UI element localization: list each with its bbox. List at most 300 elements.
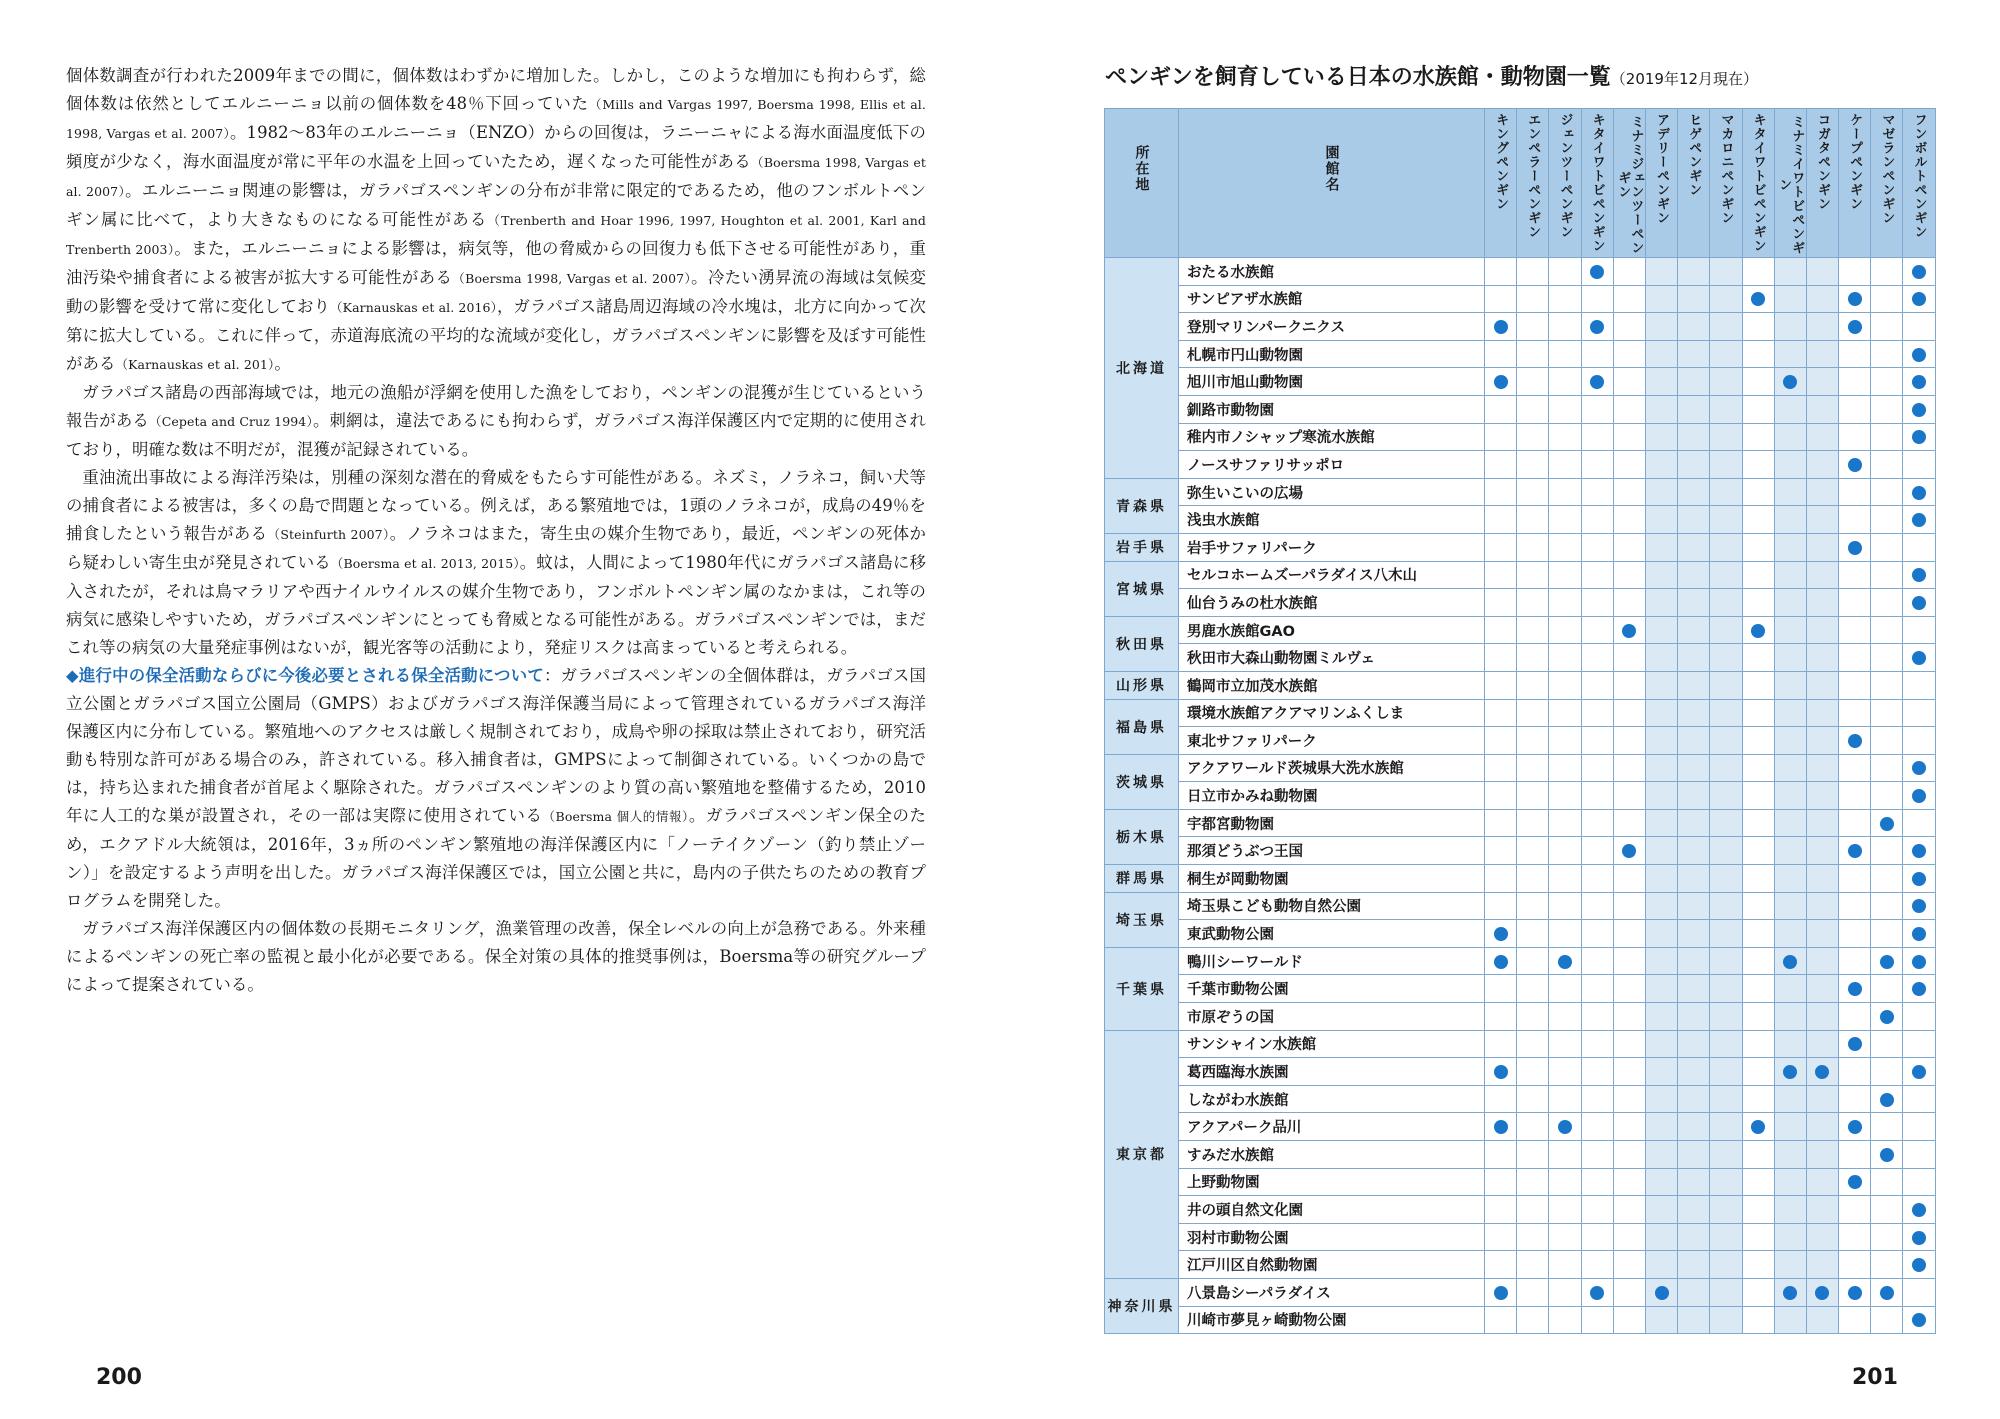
species-cell — [1871, 865, 1903, 893]
dot-mark — [1912, 265, 1926, 279]
species-cell — [1710, 285, 1742, 313]
species-cell — [1517, 368, 1549, 396]
facility-name: 釧路市動物園 — [1179, 395, 1485, 423]
species-cell — [1485, 782, 1517, 810]
species-cell — [1806, 616, 1838, 644]
species-cell — [1710, 561, 1742, 589]
species-cell — [1742, 671, 1774, 699]
citation: （Boersma et al. 2013, 2015） — [330, 556, 520, 571]
species-cell — [1871, 1196, 1903, 1224]
species-cell — [1645, 1196, 1677, 1224]
species-cell — [1549, 1085, 1581, 1113]
species-cell — [1645, 1168, 1677, 1196]
facility-name: 日立市かみね動物園 — [1179, 782, 1485, 810]
species-cell — [1806, 1223, 1838, 1251]
species-cell — [1774, 1251, 1806, 1279]
citation: （Karnauskas et al. 2016） — [330, 300, 497, 315]
species-cell — [1517, 561, 1549, 589]
species-cell — [1903, 754, 1935, 782]
species-cell — [1581, 1113, 1613, 1141]
species-cell — [1710, 589, 1742, 617]
dot-mark — [1912, 899, 1926, 913]
species-cell — [1903, 1278, 1935, 1306]
species-cell — [1839, 616, 1871, 644]
species-cell — [1678, 1306, 1710, 1334]
species-cell — [1903, 616, 1935, 644]
species-cell — [1806, 1278, 1838, 1306]
species-cell — [1581, 699, 1613, 727]
species-cell — [1549, 1003, 1581, 1031]
dot-mark — [1783, 375, 1797, 389]
species-cell — [1613, 589, 1645, 617]
species-cell — [1517, 920, 1549, 948]
species-cell — [1742, 727, 1774, 755]
species-cell — [1517, 809, 1549, 837]
paragraph-text: 重油流出事故による海洋汚染は，別種の深刻な潜在的脅威をもたらす可能性がある。ネズミ，ノラネコ，飼い犬等の捕食者による被害は，多くの島で問題となっている。例えば，ある繁殖地では，1頭のノラネコが，成鳥の49％を捕食したという報告がある — [66, 468, 926, 543]
species-cell — [1549, 671, 1581, 699]
species-cell — [1903, 451, 1935, 479]
species-cell — [1485, 920, 1517, 948]
species-cell — [1678, 1168, 1710, 1196]
dot-mark — [1751, 1120, 1765, 1134]
species-cell — [1485, 947, 1517, 975]
species-cell — [1678, 892, 1710, 920]
species-cell — [1871, 975, 1903, 1003]
species-cell — [1871, 561, 1903, 589]
species-cell — [1710, 892, 1742, 920]
dot-mark — [1880, 1093, 1894, 1107]
species-cell — [1549, 340, 1581, 368]
species-cell — [1871, 727, 1903, 755]
species-cell — [1710, 1251, 1742, 1279]
table-row — [1105, 865, 1936, 893]
facility-name: 環境水族館アクアマリンふくしま — [1179, 699, 1485, 727]
species-cell — [1549, 837, 1581, 865]
species-cell — [1517, 451, 1549, 479]
species-cell — [1613, 533, 1645, 561]
body-paragraph — [66, 379, 926, 464]
facility-name: 江戸川区自然動物園 — [1179, 1251, 1485, 1279]
species-cell — [1581, 975, 1613, 1003]
species-cell — [1871, 1223, 1903, 1251]
species-cell — [1645, 1003, 1677, 1031]
species-cell — [1645, 423, 1677, 451]
species-cell — [1549, 1141, 1581, 1169]
dot-mark — [1848, 844, 1862, 858]
table-row — [1105, 920, 1936, 948]
prefecture-cell: 群馬県 — [1105, 865, 1179, 893]
table-row — [1105, 727, 1936, 755]
species-cell — [1549, 920, 1581, 948]
species-cell — [1710, 782, 1742, 810]
species-cell — [1774, 947, 1806, 975]
species-cell — [1678, 1196, 1710, 1224]
species-cell — [1645, 1113, 1677, 1141]
paragraph-text: 。蚊は，人間によって1980年代にガラパゴス諸島に移入されたが，それは鳥マラリアや西ナイルウイルスの媒介生物であり，フンボルトペンギン属のなかまは，これ等の病気に感染しやすいため，ガラパゴスペンギンにとっても脅威となる可能性がある。ガラパゴスペンギンでは，まだこれ等の病気の大量発症事例はないが，観光客等の活動により，発症リスクは高まっていると考えられる。 — [66, 553, 926, 657]
species-cell — [1517, 423, 1549, 451]
species-cell — [1742, 1196, 1774, 1224]
species-cell — [1806, 671, 1838, 699]
species-cell — [1742, 865, 1774, 893]
facility-name: 那須どうぶつ王国 — [1179, 837, 1485, 865]
facility-name: 仙台うみの杜水族館 — [1179, 589, 1485, 617]
species-cell — [1485, 616, 1517, 644]
dot-mark — [1494, 927, 1508, 941]
species-cell — [1613, 313, 1645, 341]
species-cell — [1645, 727, 1677, 755]
species-cell — [1806, 865, 1838, 893]
species-cell — [1774, 451, 1806, 479]
species-cell — [1613, 727, 1645, 755]
species-cell — [1485, 1058, 1517, 1086]
species-cell — [1517, 1251, 1549, 1279]
species-cell — [1678, 1141, 1710, 1169]
species-cell — [1613, 616, 1645, 644]
paragraph-text: 。1982〜83年のエルニーニョ（ENZO）からの回復は，ラニーニャによる海水面温度低下の頻度が少なく，海水面温度が常に平年の水温を上回っていたため，遅くなった可能性がある — [66, 123, 927, 171]
species-cell — [1774, 1141, 1806, 1169]
body-paragraph — [66, 915, 926, 999]
species-cell — [1581, 1085, 1613, 1113]
species-cell — [1774, 589, 1806, 617]
species-cell — [1549, 451, 1581, 479]
species-cell — [1485, 1223, 1517, 1251]
species-cell — [1645, 478, 1677, 506]
prefecture-cell: 山形県 — [1105, 671, 1179, 699]
species-cell — [1613, 285, 1645, 313]
species-cell — [1806, 533, 1838, 561]
left-page-body — [66, 62, 926, 999]
table-row — [1105, 1113, 1936, 1141]
species-cell — [1871, 423, 1903, 451]
species-cell — [1839, 1168, 1871, 1196]
species-cell — [1710, 1113, 1742, 1141]
species-cell — [1742, 533, 1774, 561]
table-row — [1105, 837, 1936, 865]
species-cell — [1549, 1278, 1581, 1306]
species-cell — [1774, 1168, 1806, 1196]
dot-mark — [1912, 348, 1926, 362]
species-cell — [1549, 865, 1581, 893]
species-cell — [1903, 865, 1935, 893]
species-cell — [1549, 754, 1581, 782]
species-cell — [1517, 1168, 1549, 1196]
species-cell — [1871, 258, 1903, 286]
header-species: キタイワトビペンギン — [1581, 109, 1613, 258]
species-cell — [1581, 727, 1613, 755]
species-cell — [1549, 561, 1581, 589]
species-cell — [1581, 313, 1613, 341]
citation: （Karnauskas et al. 201） — [115, 357, 275, 372]
species-cell — [1839, 727, 1871, 755]
table-row — [1105, 340, 1936, 368]
species-cell — [1742, 285, 1774, 313]
species-cell — [1613, 920, 1645, 948]
species-cell — [1678, 478, 1710, 506]
species-cell — [1581, 285, 1613, 313]
species-cell — [1581, 616, 1613, 644]
species-cell — [1806, 451, 1838, 479]
paragraph-text: 。刺網は，違法であるにも拘わらず，ガラパゴス海洋保護区内で定期的に使用されており，明確な数は不明だが，混獲が記録されている。 — [66, 411, 927, 459]
species-cell — [1678, 340, 1710, 368]
species-cell — [1613, 478, 1645, 506]
species-cell — [1517, 340, 1549, 368]
species-cell — [1581, 1223, 1613, 1251]
species-cell — [1549, 809, 1581, 837]
page-number-left: 200 — [96, 1365, 142, 1390]
species-cell — [1581, 533, 1613, 561]
species-cell — [1871, 947, 1903, 975]
species-cell — [1613, 451, 1645, 479]
species-cell — [1710, 975, 1742, 1003]
species-cell — [1903, 975, 1935, 1003]
species-cell — [1645, 1251, 1677, 1279]
species-cell — [1742, 782, 1774, 810]
species-cell — [1806, 1113, 1838, 1141]
species-cell — [1549, 478, 1581, 506]
species-cell — [1581, 423, 1613, 451]
species-cell — [1581, 1196, 1613, 1224]
species-cell — [1710, 809, 1742, 837]
species-cell — [1710, 1058, 1742, 1086]
species-cell — [1774, 368, 1806, 396]
species-cell — [1839, 1278, 1871, 1306]
species-cell — [1710, 258, 1742, 286]
species-cell — [1903, 506, 1935, 534]
species-cell — [1613, 1141, 1645, 1169]
species-cell — [1645, 506, 1677, 534]
table-row — [1105, 1196, 1936, 1224]
species-cell — [1710, 1306, 1742, 1334]
species-cell — [1903, 920, 1935, 948]
dot-mark — [1912, 403, 1926, 417]
dot-mark — [1912, 761, 1926, 775]
species-cell — [1678, 1223, 1710, 1251]
dot-mark — [1494, 1286, 1508, 1300]
species-cell — [1742, 1085, 1774, 1113]
facility-name: 八景島シーパラダイス — [1179, 1278, 1485, 1306]
table-title-main: ペンギンを飼育している日本の水族館・動物園一覧 — [1105, 65, 1611, 90]
species-cell — [1645, 1278, 1677, 1306]
species-cell — [1710, 340, 1742, 368]
species-cell — [1742, 1030, 1774, 1058]
species-cell — [1903, 727, 1935, 755]
species-cell — [1839, 451, 1871, 479]
species-cell — [1871, 1113, 1903, 1141]
species-cell — [1871, 671, 1903, 699]
species-cell — [1774, 644, 1806, 672]
species-cell — [1581, 340, 1613, 368]
species-cell — [1613, 368, 1645, 396]
species-cell — [1613, 892, 1645, 920]
species-cell — [1806, 423, 1838, 451]
table-row — [1105, 478, 1936, 506]
table-row — [1105, 258, 1936, 286]
table-row — [1105, 809, 1936, 837]
species-cell — [1839, 671, 1871, 699]
dot-mark — [1751, 624, 1765, 638]
species-cell — [1517, 313, 1549, 341]
prefecture-cell: 埼玉県 — [1105, 892, 1179, 947]
species-cell — [1871, 754, 1903, 782]
species-cell — [1742, 809, 1774, 837]
species-cell — [1871, 809, 1903, 837]
species-cell — [1774, 671, 1806, 699]
species-cell — [1903, 368, 1935, 396]
species-cell — [1613, 1003, 1645, 1031]
species-cell — [1645, 671, 1677, 699]
prefecture-cell: 北海道 — [1105, 258, 1179, 479]
dot-mark — [1880, 955, 1894, 969]
species-cell — [1613, 258, 1645, 286]
facility-name: 東武動物公園 — [1179, 920, 1485, 948]
species-cell — [1839, 506, 1871, 534]
prefecture-cell: 青森県 — [1105, 478, 1179, 533]
paragraph-text: 。エルニーニョ関連の影響は，ガラパゴスペンギンの分布が非常に限定的であるため，他のフンボルトペンギン属に比べて，より大きなものになる可能性がある — [66, 181, 927, 229]
species-cell — [1517, 1058, 1549, 1086]
species-cell — [1581, 451, 1613, 479]
species-cell — [1710, 423, 1742, 451]
species-cell — [1806, 313, 1838, 341]
species-cell — [1485, 865, 1517, 893]
dot-mark — [1912, 513, 1926, 527]
species-cell — [1710, 644, 1742, 672]
species-cell — [1839, 837, 1871, 865]
species-cell — [1839, 644, 1871, 672]
species-cell — [1645, 837, 1677, 865]
dot-mark — [1880, 1010, 1894, 1024]
table-row — [1105, 1085, 1936, 1113]
species-cell — [1839, 1141, 1871, 1169]
species-cell — [1485, 258, 1517, 286]
citation: （Steinfurth 2007） — [267, 527, 390, 542]
species-cell — [1678, 423, 1710, 451]
species-cell — [1742, 313, 1774, 341]
species-cell — [1613, 1196, 1645, 1224]
species-cell — [1485, 699, 1517, 727]
species-cell — [1549, 644, 1581, 672]
species-cell — [1903, 313, 1935, 341]
species-cell — [1806, 589, 1838, 617]
species-cell — [1839, 561, 1871, 589]
table-row — [1105, 616, 1936, 644]
species-cell — [1581, 589, 1613, 617]
species-cell — [1774, 920, 1806, 948]
species-cell — [1678, 920, 1710, 948]
species-cell — [1871, 1030, 1903, 1058]
species-cell — [1645, 975, 1677, 1003]
species-cell — [1613, 1058, 1645, 1086]
species-cell — [1645, 313, 1677, 341]
header-species: キタイワトビペンギン — [1742, 109, 1774, 258]
dot-mark — [1590, 1286, 1604, 1300]
species-cell — [1742, 699, 1774, 727]
species-cell — [1517, 285, 1549, 313]
species-cell — [1839, 920, 1871, 948]
species-cell — [1678, 1058, 1710, 1086]
species-cell — [1742, 920, 1774, 948]
species-cell — [1806, 368, 1838, 396]
species-cell — [1678, 644, 1710, 672]
species-cell — [1678, 368, 1710, 396]
species-cell — [1485, 1196, 1517, 1224]
species-cell — [1613, 423, 1645, 451]
species-cell — [1549, 975, 1581, 1003]
species-cell — [1581, 782, 1613, 810]
species-cell — [1871, 478, 1903, 506]
species-cell — [1839, 809, 1871, 837]
species-cell — [1871, 1141, 1903, 1169]
species-cell — [1517, 1085, 1549, 1113]
body-paragraph — [66, 662, 926, 915]
species-cell — [1485, 395, 1517, 423]
species-cell — [1678, 865, 1710, 893]
species-cell — [1678, 975, 1710, 1003]
penguin-facility-table — [1104, 108, 1936, 1334]
dot-mark — [1912, 1313, 1926, 1327]
species-cell — [1903, 285, 1935, 313]
dot-mark — [1848, 320, 1862, 334]
species-cell — [1678, 1003, 1710, 1031]
species-cell — [1549, 947, 1581, 975]
species-cell — [1613, 975, 1645, 1003]
species-cell — [1581, 1030, 1613, 1058]
table-row — [1105, 313, 1936, 341]
species-cell — [1678, 589, 1710, 617]
species-cell — [1774, 1196, 1806, 1224]
species-cell — [1774, 340, 1806, 368]
species-cell — [1806, 947, 1838, 975]
species-cell — [1645, 258, 1677, 286]
species-cell — [1839, 1223, 1871, 1251]
species-cell — [1613, 1278, 1645, 1306]
species-cell — [1806, 892, 1838, 920]
species-cell — [1839, 1030, 1871, 1058]
species-cell — [1678, 1085, 1710, 1113]
species-cell — [1774, 533, 1806, 561]
dot-mark — [1590, 375, 1604, 389]
species-cell — [1839, 313, 1871, 341]
species-cell — [1678, 395, 1710, 423]
species-cell — [1839, 423, 1871, 451]
species-cell — [1549, 1251, 1581, 1279]
species-cell — [1581, 865, 1613, 893]
species-cell — [1581, 1058, 1613, 1086]
paragraph-text: ，ガラパゴス諸島周辺海域の冷水塊は，北方に向かって次第に拡大している。これに伴って，赤道海底流の平均的な流域が変化し，ガラパゴスペンギンに影響を及ぼす可能性がある — [66, 297, 926, 373]
species-cell — [1839, 865, 1871, 893]
species-cell — [1678, 313, 1710, 341]
species-cell — [1581, 671, 1613, 699]
species-cell — [1645, 920, 1677, 948]
species-cell — [1549, 506, 1581, 534]
dot-mark — [1751, 292, 1765, 306]
dot-mark — [1494, 1065, 1508, 1079]
species-cell — [1903, 1223, 1935, 1251]
species-cell — [1903, 1085, 1935, 1113]
species-cell — [1710, 506, 1742, 534]
table-row — [1105, 699, 1936, 727]
species-cell — [1645, 368, 1677, 396]
species-cell — [1549, 1168, 1581, 1196]
species-cell — [1742, 1223, 1774, 1251]
header-species: マゼランペンギン — [1871, 109, 1903, 258]
species-cell — [1871, 1251, 1903, 1279]
species-cell — [1871, 313, 1903, 341]
species-cell — [1742, 423, 1774, 451]
species-cell — [1549, 699, 1581, 727]
species-cell — [1549, 285, 1581, 313]
species-cell — [1549, 589, 1581, 617]
species-cell — [1581, 947, 1613, 975]
